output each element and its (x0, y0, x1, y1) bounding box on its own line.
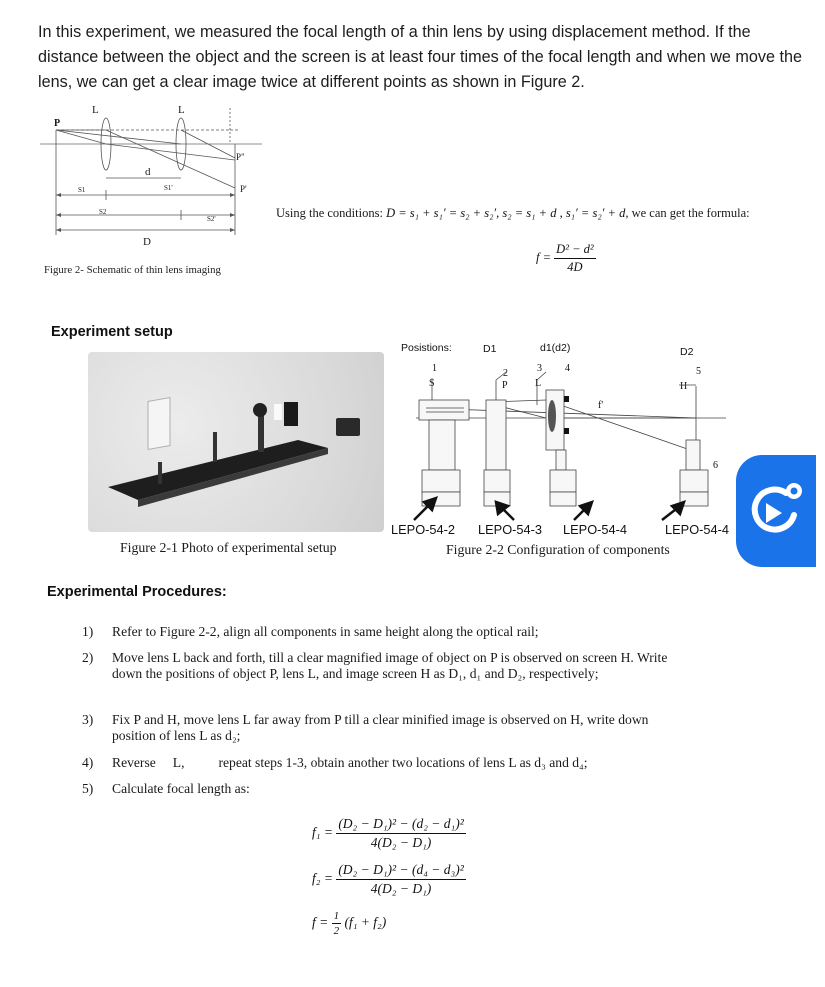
procedure-step-text: Fix P and H, move lens L far away from P till a clear minified image is observed on H, write down position of lens L as d₂; (112, 712, 649, 743)
formula-half-numerator: 1 (333, 910, 340, 922)
position-d1d2: d1(d2) (540, 342, 571, 354)
focal-prime-label: f' (598, 400, 604, 411)
s2-label: S2 (99, 208, 107, 216)
component-P: P (502, 380, 508, 391)
position-number-5: 5 (696, 366, 701, 377)
component-configuration-diagram (396, 360, 736, 525)
conditions-equation: D = s₁ + s₁′ = s₂ + s₂′, s₂ = s₁ + d , s₁′ = s₂′ + d (386, 206, 626, 220)
s2-prime-label: S2' (207, 215, 216, 223)
procedure-step-number: 3) (82, 712, 94, 727)
part-label-1: LEPO-54-2 (391, 522, 456, 537)
component-H: H (680, 381, 688, 392)
procedure-step-number: 2) (82, 650, 94, 665)
position-D1: D1 (483, 343, 497, 355)
positions-label: Posistions: (401, 342, 452, 354)
formula-half-denominator: 2 (333, 925, 340, 937)
procedure-step-text: Calculate focal length as: (112, 781, 250, 796)
part-label-2: LEPO-54-3 (478, 522, 543, 537)
procedure-step-number: 5) (82, 781, 94, 796)
component-S: S (429, 378, 435, 389)
photo-caption: Figure 2-1 Photo of experimental setup (120, 540, 337, 555)
procedure-step-text: Reverse L, repeat steps 1-3, obtain another two locations of lens L as d₃ and d₄; (112, 755, 588, 770)
figure2-caption: Figure 2- Schematic of thin lens imaging (44, 264, 221, 276)
lens-label-1: L (92, 104, 99, 116)
refresh-fab[interactable] (736, 455, 816, 567)
formula-f1-denominator: 4(D₂ − D₁) (370, 835, 432, 850)
formula-f1 (312, 816, 466, 851)
image-label-double: P" (236, 152, 245, 162)
position-number-2: 2 (503, 368, 508, 379)
formula-f1-numerator: (D₂ − D₁)² − (d₂ − d₁)² (336, 816, 465, 834)
component-L: L (535, 378, 542, 389)
part-label-3: LEPO-54-4 (563, 522, 628, 537)
procedure-step-number: 1) (82, 624, 94, 639)
lens-label-2: L (178, 104, 185, 116)
formula-f (312, 910, 386, 937)
conditions-prefix: Using the conditions: (276, 206, 387, 220)
d-label: d (145, 166, 151, 178)
focal-formula-denominator: 4D (567, 260, 583, 274)
formula-f2-numerator: (D₂ − D₁)² − (d₄ − d₃)² (336, 862, 465, 880)
procedures-heading: Experimental Procedures: (47, 584, 227, 600)
position-number-6: 6 (713, 460, 718, 471)
image-label-prime: P' (240, 184, 247, 194)
position-number-3: 3 (537, 363, 542, 374)
refresh-icon (736, 455, 816, 567)
focal-formula (536, 242, 596, 275)
procedure-step-number: 4) (82, 755, 94, 770)
position-number-4: 4 (565, 363, 570, 374)
conditions-suffix: , we can get the formula: (625, 206, 750, 220)
position-number-1: 1 (432, 363, 437, 374)
s1-prime-label: S1' (164, 184, 173, 192)
formula-f2-lhs: f₂ = (312, 870, 333, 886)
setup-photo-drawing (88, 352, 384, 532)
distance-D-label: D (143, 236, 151, 248)
position-D2: D2 (680, 346, 694, 358)
focal-formula-lhs: f = (536, 250, 552, 265)
object-label: P (54, 118, 61, 129)
part-label-4: LEPO-54-4 (665, 522, 730, 537)
s1-label: S1 (78, 186, 86, 194)
procedure-step-text: Move lens L back and forth, till a clear magnified image of object on P is observed on screen H. Write down the positions of object P, lens L, and image screen H as D₁, d₁ and D₂, respectively; (112, 650, 668, 681)
thin-lens-schematic (40, 100, 265, 260)
setup-heading: Experiment setup (51, 324, 173, 340)
conditions-line (276, 206, 750, 221)
formula-f2-denominator: 4(D₂ − D₁) (370, 881, 432, 896)
focal-formula-numerator: D² − d² (554, 242, 595, 259)
procedure-step-text: Refer to Figure 2-2, align all components in same height along the optical rail; (112, 624, 539, 639)
config-caption: Figure 2-2 Configuration of components (446, 542, 670, 557)
formula-f1-lhs: f₁ = (312, 824, 333, 840)
intro-paragraph: In this experiment, we measured the focal length of a thin lens by using displacement method. If the distance between the object and the screen is at least four times of the focal length and when we move the lens, we can get a clear image twice at different points as shown in Figure 2. (38, 23, 802, 91)
formula-f-lhs: f = (312, 914, 329, 930)
formula-f2 (312, 862, 466, 897)
formula-f-rest: (f₁ + f₂) (344, 914, 387, 930)
